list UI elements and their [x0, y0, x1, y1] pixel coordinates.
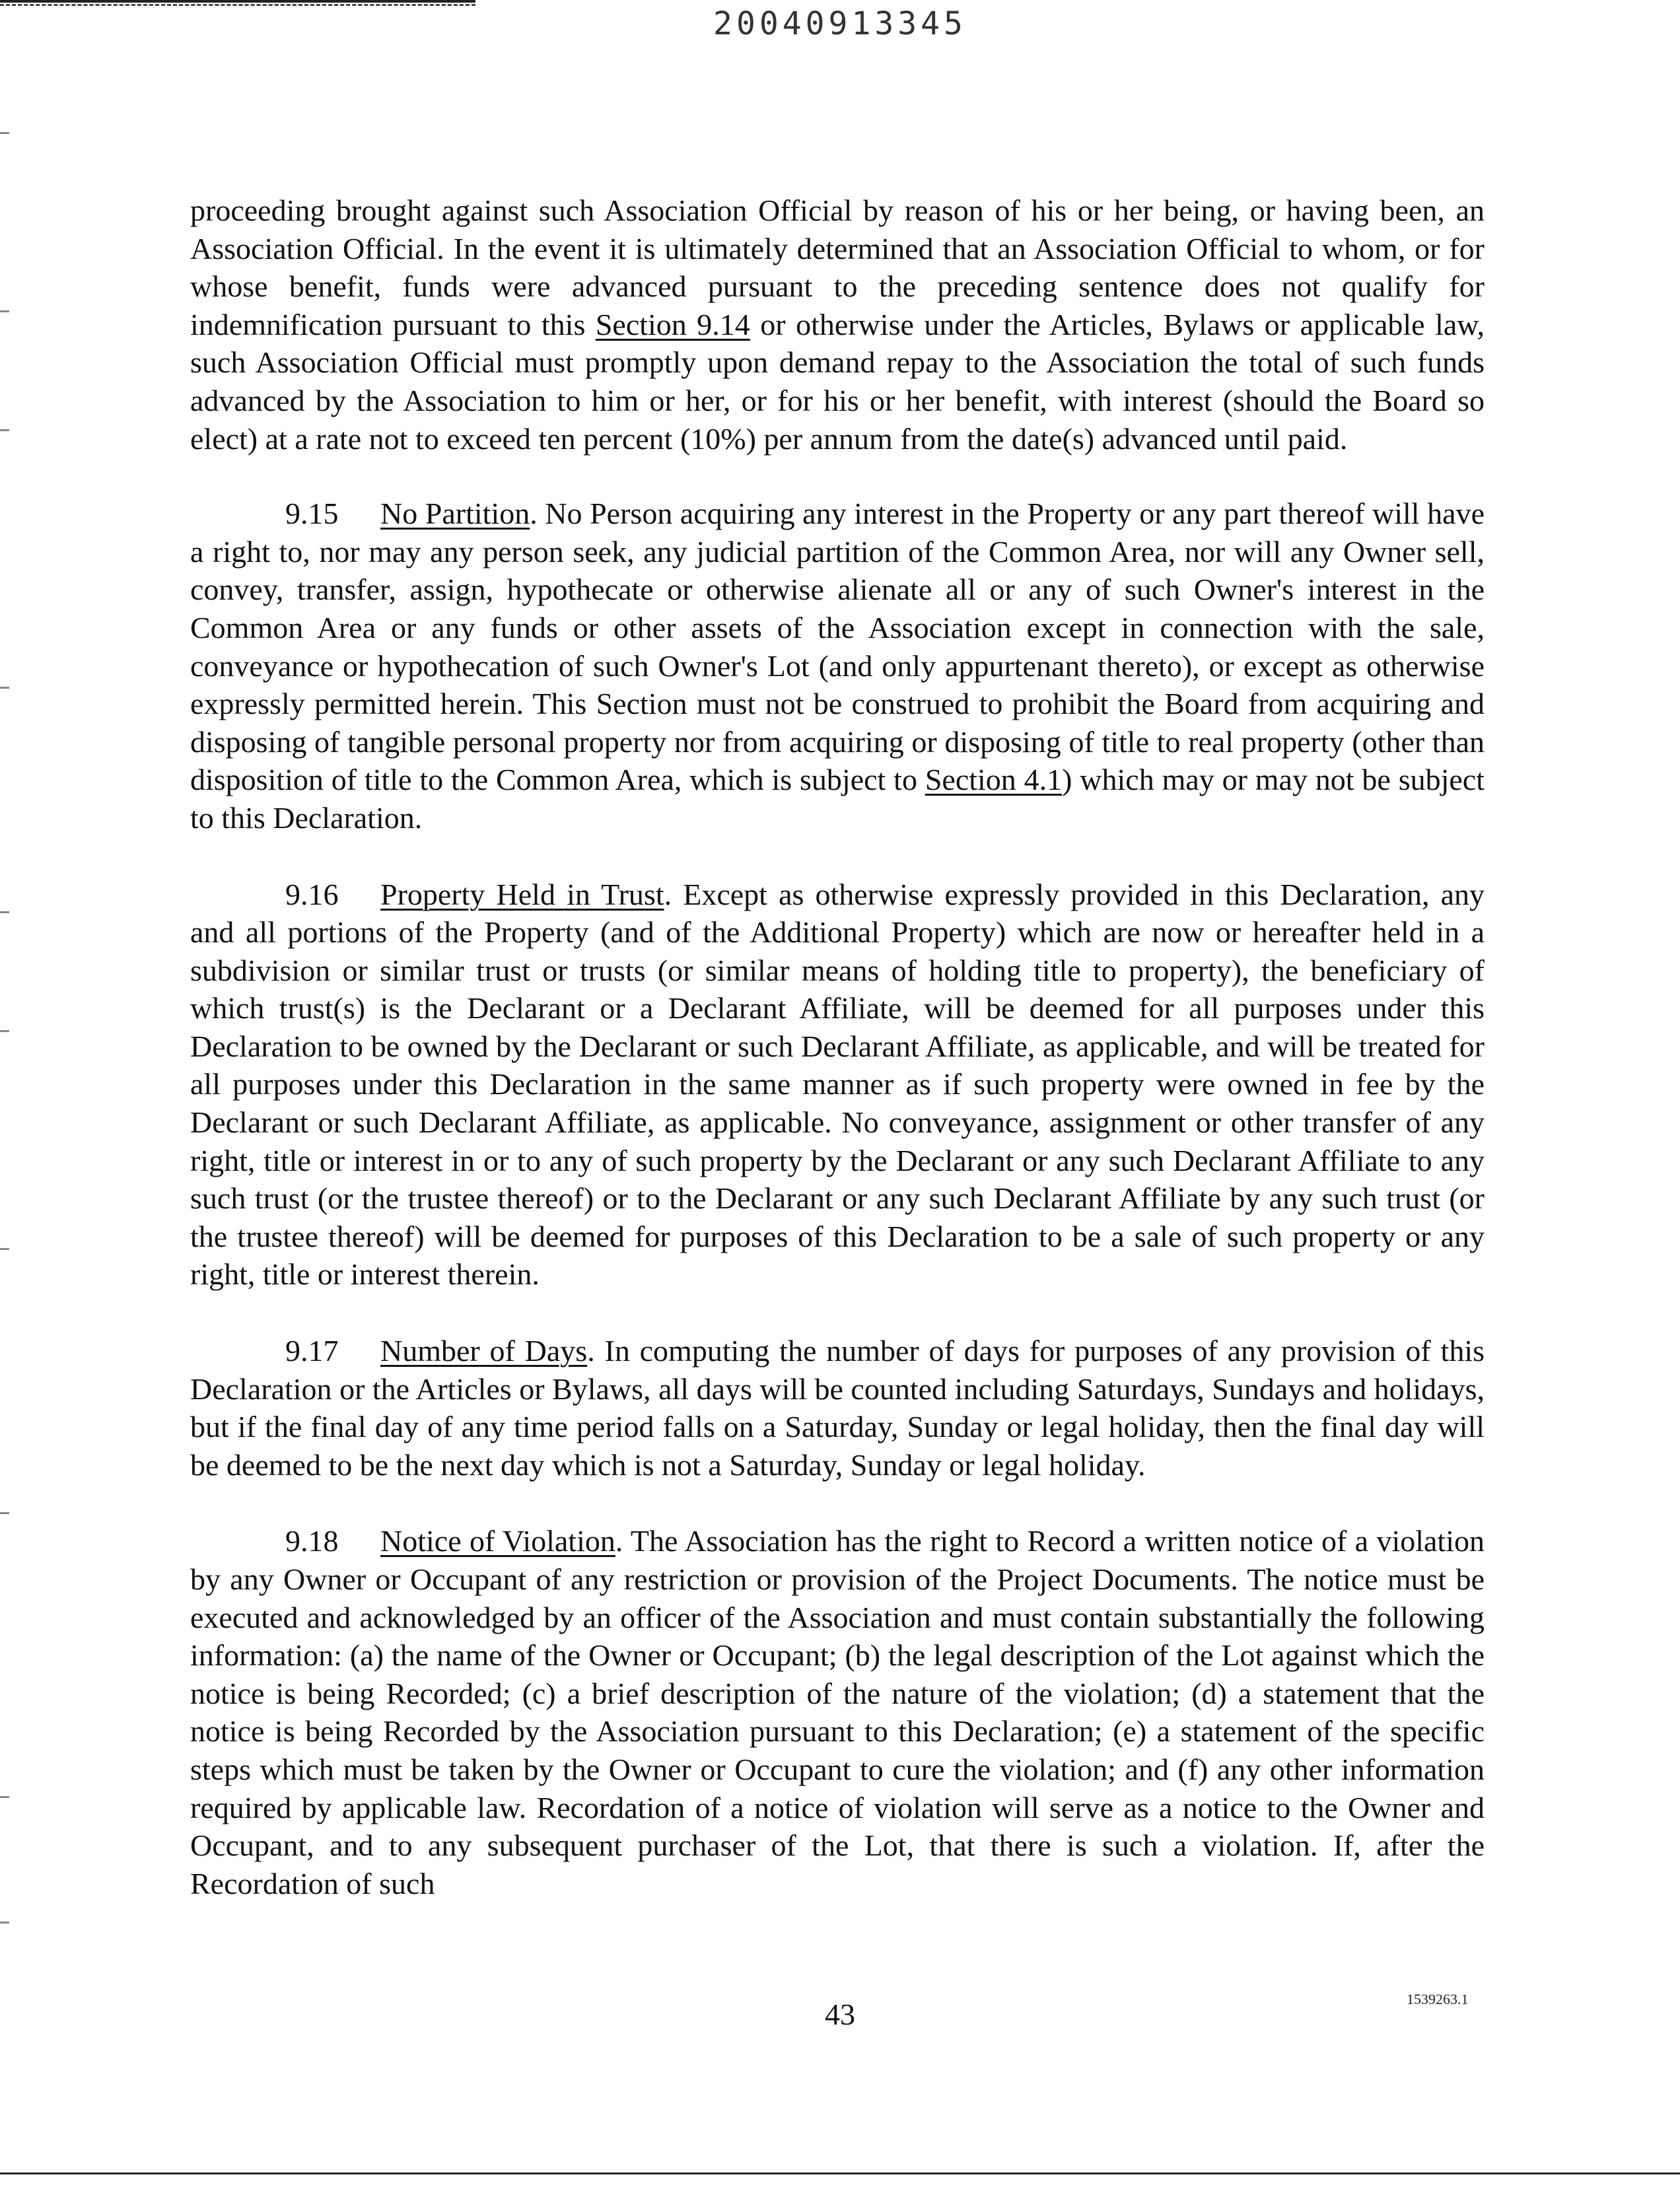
section-text: ) which may or may not be subject to this Declaration. — [190, 763, 1485, 835]
section-title: Notice of Violation — [380, 1524, 615, 1558]
scan-top-rule — [0, 0, 475, 3]
margin-tick — [0, 911, 9, 913]
margin-tick — [0, 1512, 9, 1514]
section-title: No Partition — [380, 497, 530, 531]
section-number: 9.15 — [285, 497, 339, 531]
section-text: . Except as otherwise expressly provided in this Declaration, any and all portions of the Property (and of the Additional Property) which are now or hereafter held in a subdivision or similar trust or trusts (or similar means of holding title to property), the beneficiary of which trust(s) is the Declarant or a Declarant Affiliate, will be deemed for all purposes under this Declaration to be owned by the Declarant or such Declarant Affiliate, as applicable, and will be treated for all purposes under this Declaration in the same manner as if such property were owned in fee by the Declarant or such Declarant Affiliate, as applicable. No conveyance, assignment or other transfer of any right, title or interest in or to any of such property by the Declarant or any such Declarant Affiliate to any such trust (or the trustee thereof) or to the Declarant or any such Declarant Affiliate by any such trust (or the trustee thereof) will be deemed for purposes of this Declaration to be a sale of such property or any right, title or interest therein. — [190, 877, 1485, 1292]
margin-tick — [0, 687, 9, 689]
document-id: 1539263.1 — [1407, 1991, 1469, 2007]
section-9-16 — [190, 876, 1485, 1294]
margin-tick — [0, 1796, 9, 1798]
margin-tick — [0, 132, 9, 134]
paragraph-continuation — [190, 191, 1485, 458]
margin-tick — [0, 429, 9, 431]
scan-bottom-rule — [0, 2172, 1680, 2174]
section-9-18 — [190, 1522, 1485, 1902]
section-text: . In computing the number of days for purposes of any provision of this Declaration or the Articles or Bylaws, all days will be counted including Saturdays, Sundays and holidays, but if the final day of any time period falls on a Saturday, Sunday or legal holiday, then the final day will be deemed to be the next day which is not a Saturday, Sunday or legal holiday. — [190, 1334, 1485, 1482]
margin-tick — [0, 1030, 9, 1032]
section-9-17 — [190, 1332, 1485, 1484]
section-9-15 — [190, 495, 1485, 837]
section-text: . No Person acquiring any interest in the Property or any part thereof will have a right to, nor may any person seek, any judicial partition of the Common Area, nor will any Owner sell, convey, transfer, assign, hypothecate or otherwise alienate all or any of such Owner's interest in the Common Area or any funds or other assets of the Association except in connection with the sale, conveyance or hypothecation of such Owner's Lot (and only appurtenant thereto), or except as otherwise expressly permitted herein. This Section must not be construed to prohibit the Board from acquiring and disposing of tangible personal property nor from acquiring or disposing of title to real property (other than disposition of title to the Common Area, which is subject to — [190, 497, 1485, 797]
margin-tick — [0, 310, 9, 312]
page-number: 43 — [825, 1997, 855, 2031]
section-reference: Section 4.1 — [925, 763, 1063, 797]
margin-tick — [0, 1248, 9, 1250]
document-body — [190, 191, 1485, 1941]
paragraph-text: proceeding brought against such Association Official by reason of his or her being, or having been, an Association Official. In the event it is ultimately determined that an Association Official to whom, or for whose benefit, funds were advanced pursuant to the preceding sentence does not qualify for indemnification pursuant to this — [190, 193, 1485, 341]
section-title: Number of Days — [380, 1334, 588, 1368]
section-title: Property Held in Trust — [380, 877, 664, 911]
section-number: 9.16 — [285, 877, 339, 911]
section-reference: Section 9.14 — [595, 307, 750, 341]
margin-tick — [0, 1922, 9, 1924]
paragraph-text: or otherwise under the Articles, Bylaws or applicable law, such Association Official must promptly upon demand repay to the Association the total of such funds advanced by the Association to him or her, or for his or her benefit, with interest (should the Board so elect) at a rate not to exceed ten percent (10%) per annum from the date(s) advanced until paid. — [190, 307, 1485, 456]
section-number: 9.18 — [285, 1524, 339, 1558]
section-number: 9.17 — [285, 1334, 339, 1368]
section-text: . The Association has the right to Record a written notice of a violation by any Owner or Occupant of any restriction or provision of the Project Documents. The notice must be executed and acknowledged by an officer of the Association and must contain substantially the following information: (a) the name of the Owner or Occupant; (b) the legal description of the Lot against which the notice is being Recorded; (c) a brief description of the nature of the violation; (d) a statement that the notice is being Recorded by the Association pursuant to this Declaration; (e) a statement of the specific steps which must be taken by the Owner or Occupant to cure the violation; and (f) any other information required by applicable law. Recordation of a notice of violation will serve as a notice to the Owner and Occupant, and to any subsequent purchaser of the Lot, that there is such a violation. If, after the Recordation of such — [190, 1524, 1485, 1900]
recording-number: 20040913345 — [713, 5, 967, 42]
